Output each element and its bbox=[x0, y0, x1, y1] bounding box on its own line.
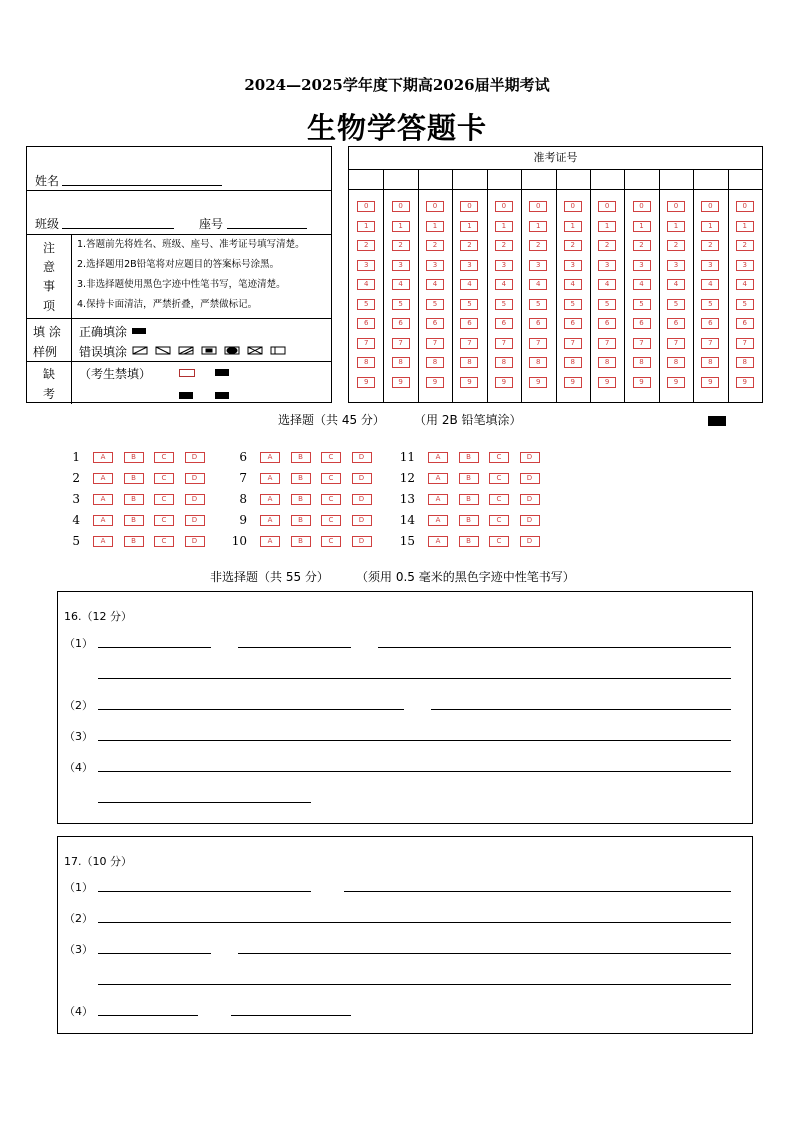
admission-digit-bubble[interactable]: 0 bbox=[460, 201, 478, 212]
admission-digit-bubble[interactable]: 0 bbox=[736, 201, 754, 212]
choice-option-bubble[interactable]: D bbox=[520, 452, 540, 463]
admission-digit-bubble[interactable]: 5 bbox=[529, 299, 547, 310]
admission-digit-bubble[interactable]: 1 bbox=[495, 221, 513, 232]
admission-digit-bubble[interactable]: 3 bbox=[564, 260, 582, 271]
admission-digit-bubble[interactable]: 8 bbox=[564, 357, 582, 368]
admission-digit-bubble[interactable]: 2 bbox=[426, 240, 444, 251]
question-number: 6 bbox=[239, 450, 247, 464]
admission-digit-bubble[interactable]: 8 bbox=[667, 357, 685, 368]
exam-title: 2024—2025学年度下期高2026届半期考试 bbox=[244, 76, 550, 94]
admission-digit-bubble[interactable]: 7 bbox=[564, 338, 582, 349]
nonchoice-section-note: （须用 0.5 毫米的黑色字迹中性笔书写） bbox=[356, 570, 575, 584]
admission-number-box bbox=[348, 146, 763, 403]
choice-option-bubble[interactable]: D bbox=[352, 536, 372, 547]
admission-digit-bubble[interactable]: 7 bbox=[598, 338, 616, 349]
admission-digit-bubble[interactable]: 1 bbox=[701, 221, 719, 232]
answer-line[interactable] bbox=[98, 647, 211, 648]
admission-digit-bubble[interactable]: 1 bbox=[564, 221, 582, 232]
choice-option-bubble[interactable]: C bbox=[154, 452, 174, 463]
part-label: （1） bbox=[64, 881, 93, 894]
note-item: 2.选择题用2B铅笔将对应题目的答案标号涂黑。 bbox=[77, 259, 280, 270]
question-number: 2 bbox=[72, 471, 80, 485]
choice-option-bubble[interactable]: A bbox=[428, 515, 448, 526]
admission-digit-bubble[interactable]: 6 bbox=[564, 318, 582, 329]
seat-field[interactable] bbox=[227, 228, 307, 229]
question-number: 4 bbox=[72, 513, 80, 527]
admission-digit-bubble[interactable]: 0 bbox=[598, 201, 616, 212]
admission-digit-bubble[interactable]: 7 bbox=[392, 338, 410, 349]
absent-note: （考生禁填） bbox=[79, 367, 152, 381]
admission-digit-bubble[interactable]: 5 bbox=[495, 299, 513, 310]
card-title: 生物学答题卡 bbox=[306, 111, 487, 145]
choice-option-bubble[interactable]: A bbox=[428, 536, 448, 547]
admission-digit-bubble[interactable]: 6 bbox=[736, 318, 754, 329]
correct-fill-label: 正确填涂 bbox=[79, 325, 128, 339]
admission-digit-bubble[interactable]: 8 bbox=[529, 357, 547, 368]
choice-option-bubble[interactable]: C bbox=[154, 536, 174, 547]
admission-digit-bubble[interactable]: 6 bbox=[426, 318, 444, 329]
choice-option-bubble[interactable]: C bbox=[489, 515, 509, 526]
choice-option-bubble[interactable]: A bbox=[260, 536, 280, 547]
admission-digit-bubble[interactable]: 9 bbox=[633, 377, 651, 388]
part-label: （4） bbox=[64, 1005, 93, 1018]
admission-digit-bubble[interactable]: 2 bbox=[392, 240, 410, 251]
admission-digit-bubble[interactable]: 3 bbox=[701, 260, 719, 271]
admission-digit-bubble[interactable]: 5 bbox=[667, 299, 685, 310]
admission-digit-bubble[interactable]: 3 bbox=[633, 260, 651, 271]
timing-mark bbox=[179, 392, 193, 399]
admission-digit-bubble[interactable]: 6 bbox=[495, 318, 513, 329]
admission-digit-bubble[interactable]: 3 bbox=[460, 260, 478, 271]
admission-digit-bubble[interactable]: 2 bbox=[357, 240, 375, 251]
admission-digit-bubble[interactable]: 5 bbox=[426, 299, 444, 310]
choice-option-bubble[interactable]: B bbox=[459, 452, 479, 463]
note-item: 1.答题前先将姓名、班级、座号、准考证号填写清楚。 bbox=[77, 239, 305, 250]
admission-digit-bubble[interactable]: 5 bbox=[633, 299, 651, 310]
answer-line[interactable] bbox=[98, 1015, 198, 1016]
admission-digit-bubble[interactable]: 1 bbox=[460, 221, 478, 232]
answer-line[interactable] bbox=[378, 647, 731, 648]
admission-digit-bubble[interactable]: 5 bbox=[460, 299, 478, 310]
admission-digit-bubble[interactable]: 8 bbox=[701, 357, 719, 368]
admission-digit-bubble[interactable]: 3 bbox=[736, 260, 754, 271]
answer-line[interactable] bbox=[98, 771, 731, 772]
question-17-title: 17.（10 分） bbox=[64, 855, 132, 868]
admission-digit-bubble[interactable]: 1 bbox=[667, 221, 685, 232]
question-number: 13 bbox=[399, 492, 415, 506]
admission-digit-bubble[interactable]: 4 bbox=[633, 279, 651, 290]
admission-digit-bubble[interactable]: 1 bbox=[633, 221, 651, 232]
choice-option-bubble[interactable]: D bbox=[352, 515, 372, 526]
admission-digit-bubble[interactable]: 2 bbox=[633, 240, 651, 251]
question-number: 12 bbox=[399, 471, 415, 485]
admission-digit-bubble[interactable]: 0 bbox=[529, 201, 547, 212]
admission-digit-bubble[interactable]: 9 bbox=[598, 377, 616, 388]
choice-option-bubble[interactable]: A bbox=[428, 452, 448, 463]
question-number: 5 bbox=[72, 534, 80, 548]
admission-digit-bubble[interactable]: 1 bbox=[529, 221, 547, 232]
admission-digit-bubble[interactable]: 7 bbox=[426, 338, 444, 349]
admission-digit-bubble[interactable]: 2 bbox=[667, 240, 685, 251]
admission-digit-bubble[interactable]: 4 bbox=[357, 279, 375, 290]
choice-option-bubble[interactable]: D bbox=[520, 536, 540, 547]
admission-digit-bubble[interactable]: 5 bbox=[392, 299, 410, 310]
admission-digit-bubble[interactable]: 9 bbox=[736, 377, 754, 388]
part-label: （4） bbox=[64, 761, 93, 774]
choice-option-bubble[interactable]: C bbox=[154, 515, 174, 526]
admission-digit-bubble[interactable]: 8 bbox=[460, 357, 478, 368]
question-number: 10 bbox=[231, 534, 247, 548]
answer-line[interactable] bbox=[98, 891, 311, 892]
choice-option-bubble[interactable]: D bbox=[185, 515, 205, 526]
question-number: 11 bbox=[399, 450, 415, 464]
admission-digit-bubble[interactable]: 9 bbox=[667, 377, 685, 388]
question-number: 14 bbox=[399, 513, 415, 527]
admission-digit-bubble[interactable]: 6 bbox=[529, 318, 547, 329]
choice-option-bubble[interactable]: B bbox=[124, 536, 144, 547]
choice-option-bubble[interactable]: A bbox=[93, 494, 113, 505]
part-label: （1） bbox=[64, 637, 93, 650]
choice-option-bubble[interactable]: D bbox=[185, 494, 205, 505]
choice-option-bubble[interactable]: D bbox=[352, 473, 372, 484]
admission-digit-bubble[interactable]: 0 bbox=[426, 201, 444, 212]
admission-digit-bubble[interactable]: 4 bbox=[667, 279, 685, 290]
choice-option-bubble[interactable]: D bbox=[185, 536, 205, 547]
choice-option-bubble[interactable]: A bbox=[428, 473, 448, 484]
wrong-fill-label: 错误填涂 bbox=[79, 345, 128, 359]
admission-digit-bubble[interactable]: 9 bbox=[460, 377, 478, 388]
choice-option-bubble[interactable]: A bbox=[428, 494, 448, 505]
admission-digit-bubble[interactable]: 1 bbox=[357, 221, 375, 232]
admission-digit-bubble[interactable]: 7 bbox=[736, 338, 754, 349]
admission-digit-bubble[interactable]: 3 bbox=[598, 260, 616, 271]
choice-option-bubble[interactable]: A bbox=[260, 494, 280, 505]
choice-option-bubble[interactable]: D bbox=[352, 452, 372, 463]
choice-option-bubble[interactable]: A bbox=[260, 452, 280, 463]
admission-digit-bubble[interactable]: 8 bbox=[357, 357, 375, 368]
admission-digit-bubble[interactable]: 2 bbox=[598, 240, 616, 251]
admission-digit-bubble[interactable]: 4 bbox=[736, 279, 754, 290]
answer-line[interactable] bbox=[238, 953, 731, 954]
admission-digit-bubble[interactable]: 6 bbox=[633, 318, 651, 329]
choice-option-bubble[interactable]: C bbox=[321, 473, 341, 484]
admission-digit-bubble[interactable]: 4 bbox=[564, 279, 582, 290]
choice-option-bubble[interactable]: D bbox=[520, 473, 540, 484]
choice-option-bubble[interactable]: C bbox=[321, 536, 341, 547]
wrong-fill-samples bbox=[132, 346, 302, 356]
admission-digit-bubble[interactable]: 9 bbox=[357, 377, 375, 388]
question-number: 15 bbox=[399, 534, 415, 548]
choice-option-bubble[interactable]: B bbox=[124, 494, 144, 505]
admission-digit-bubble[interactable]: 8 bbox=[426, 357, 444, 368]
admission-digit-bubble[interactable]: 1 bbox=[736, 221, 754, 232]
admission-digit-bubble[interactable]: 6 bbox=[598, 318, 616, 329]
choice-option-bubble[interactable]: B bbox=[124, 452, 144, 463]
admission-digit-bubble[interactable]: 0 bbox=[357, 201, 375, 212]
notes-label-char: 事 bbox=[42, 279, 55, 293]
admission-digit-bubble[interactable]: 6 bbox=[460, 318, 478, 329]
admission-digit-bubble[interactable]: 3 bbox=[529, 260, 547, 271]
notes-list bbox=[77, 235, 327, 315]
admission-digit-bubble[interactable]: 0 bbox=[667, 201, 685, 212]
choice-option-bubble[interactable]: A bbox=[260, 473, 280, 484]
admission-digit-bubble[interactable]: 2 bbox=[529, 240, 547, 251]
admission-digit-bubble[interactable]: 8 bbox=[598, 357, 616, 368]
timing-mark bbox=[215, 369, 229, 376]
choice-section-note: （用 2B 铅笔填涂） bbox=[414, 413, 522, 427]
admission-digit-bubble[interactable]: 7 bbox=[667, 338, 685, 349]
class-field[interactable] bbox=[62, 228, 174, 229]
choice-section-title: 选择题（共 45 分） bbox=[278, 413, 385, 427]
name-label: 姓名 bbox=[35, 174, 60, 188]
choice-option-bubble[interactable]: C bbox=[321, 494, 341, 505]
admission-digit-bubble[interactable]: 9 bbox=[564, 377, 582, 388]
answer-line[interactable] bbox=[238, 647, 351, 648]
answer-line[interactable] bbox=[431, 709, 731, 710]
choice-option-bubble[interactable]: A bbox=[93, 452, 113, 463]
choice-option-bubble[interactable]: B bbox=[124, 515, 144, 526]
part-label: （3） bbox=[64, 943, 93, 956]
choice-option-bubble[interactable]: C bbox=[321, 452, 341, 463]
choice-option-bubble[interactable]: C bbox=[154, 494, 174, 505]
answer-line[interactable] bbox=[98, 678, 731, 679]
timing-mark bbox=[708, 416, 726, 426]
choice-option-bubble[interactable]: B bbox=[459, 536, 479, 547]
admission-digit-bubble[interactable]: 4 bbox=[495, 279, 513, 290]
sample-label: 样例 bbox=[33, 345, 58, 359]
admission-digit-bubble[interactable]: 6 bbox=[357, 318, 375, 329]
admission-digit-bubble[interactable]: 6 bbox=[701, 318, 719, 329]
admission-digit-bubble[interactable]: 5 bbox=[701, 299, 719, 310]
name-field[interactable] bbox=[62, 185, 222, 186]
admission-digit-bubble[interactable]: 1 bbox=[598, 221, 616, 232]
choice-option-bubble[interactable]: B bbox=[459, 494, 479, 505]
admission-digit-bubble[interactable]: 5 bbox=[598, 299, 616, 310]
choice-option-bubble[interactable]: B bbox=[291, 536, 311, 547]
admission-digit-bubble[interactable]: 2 bbox=[495, 240, 513, 251]
absent-label-char: 缺 bbox=[43, 367, 56, 381]
admission-digit-bubble[interactable]: 4 bbox=[392, 279, 410, 290]
question-number: 3 bbox=[72, 492, 80, 506]
note-item: 3.非选择题使用黑色字迹中性笔书写，笔迹清楚。 bbox=[77, 279, 286, 290]
question-number: 8 bbox=[239, 492, 247, 506]
admission-digit-bubble[interactable]: 9 bbox=[495, 377, 513, 388]
choice-option-bubble[interactable]: C bbox=[489, 536, 509, 547]
choice-option-bubble[interactable]: C bbox=[321, 515, 341, 526]
answer-line[interactable] bbox=[98, 709, 404, 710]
choice-option-bubble[interactable]: C bbox=[154, 473, 174, 484]
admission-digit-bubble[interactable]: 7 bbox=[529, 338, 547, 349]
question-number: 7 bbox=[239, 471, 247, 485]
absent-label-char: 考 bbox=[43, 387, 56, 401]
admission-digit-bubble[interactable]: 6 bbox=[667, 318, 685, 329]
admission-digit-bubble[interactable]: 7 bbox=[633, 338, 651, 349]
note-item: 4.保持卡面清洁，严禁折叠，严禁做标记。 bbox=[77, 299, 258, 310]
question-16-box bbox=[57, 591, 753, 824]
admission-digit-bubble[interactable]: 3 bbox=[357, 260, 375, 271]
choice-option-bubble[interactable]: C bbox=[489, 494, 509, 505]
choice-option-bubble[interactable]: C bbox=[489, 473, 509, 484]
nonchoice-section-title: 非选择题（共 55 分） bbox=[210, 570, 329, 584]
admission-digit-bubble[interactable]: 9 bbox=[392, 377, 410, 388]
admission-digit-bubble[interactable]: 6 bbox=[392, 318, 410, 329]
student-info-box bbox=[26, 146, 332, 403]
timing-mark bbox=[215, 392, 229, 399]
choice-option-bubble[interactable]: A bbox=[93, 515, 113, 526]
part-label: （3） bbox=[64, 730, 93, 743]
answer-line[interactable] bbox=[98, 922, 731, 923]
admission-digit-bubble[interactable]: 2 bbox=[564, 240, 582, 251]
admission-digit-bubble[interactable]: 1 bbox=[426, 221, 444, 232]
choice-option-bubble[interactable]: D bbox=[520, 515, 540, 526]
seat-label: 座号 bbox=[199, 217, 224, 231]
choice-option-bubble[interactable]: B bbox=[124, 473, 144, 484]
admission-digit-bubble[interactable]: 4 bbox=[598, 279, 616, 290]
choice-option-bubble[interactable]: D bbox=[352, 494, 372, 505]
notes-label-char: 项 bbox=[42, 299, 55, 313]
answer-line[interactable] bbox=[344, 891, 731, 892]
sample-label: 填 涂 bbox=[33, 325, 61, 339]
choice-option-bubble[interactable]: A bbox=[260, 515, 280, 526]
question-number: 9 bbox=[239, 513, 247, 527]
question-16-title: 16.（12 分） bbox=[64, 610, 132, 623]
admission-digit-bubble[interactable]: 3 bbox=[426, 260, 444, 271]
admission-digit-bubble[interactable]: 8 bbox=[736, 357, 754, 368]
choice-option-bubble[interactable]: B bbox=[459, 473, 479, 484]
choice-option-bubble[interactable]: B bbox=[291, 473, 311, 484]
choice-option-bubble[interactable]: B bbox=[291, 494, 311, 505]
choice-option-bubble[interactable]: D bbox=[185, 473, 205, 484]
admission-digit-bubble[interactable]: 7 bbox=[495, 338, 513, 349]
choice-option-bubble[interactable]: C bbox=[489, 452, 509, 463]
admission-digit-bubble[interactable]: 7 bbox=[357, 338, 375, 349]
admission-digit-bubble[interactable]: 0 bbox=[392, 201, 410, 212]
choice-option-bubble[interactable]: A bbox=[93, 473, 113, 484]
question-number: 1 bbox=[72, 450, 80, 464]
admission-digit-bubble[interactable]: 8 bbox=[392, 357, 410, 368]
class-label: 班级 bbox=[35, 217, 60, 231]
admission-digit-bubble[interactable]: 0 bbox=[564, 201, 582, 212]
correct-fill-sample bbox=[132, 328, 146, 334]
admission-digit-bubble[interactable]: 7 bbox=[460, 338, 478, 349]
admission-digit-bubble[interactable]: 2 bbox=[460, 240, 478, 251]
admission-digit-bubble[interactable]: 2 bbox=[736, 240, 754, 251]
part-label: （2） bbox=[64, 699, 93, 712]
choice-option-bubble[interactable]: A bbox=[93, 536, 113, 547]
admission-digit-bubble[interactable]: 9 bbox=[701, 377, 719, 388]
choice-option-bubble[interactable]: B bbox=[459, 515, 479, 526]
admission-digit-bubble[interactable]: 3 bbox=[495, 260, 513, 271]
choice-option-bubble[interactable]: D bbox=[520, 494, 540, 505]
answer-line[interactable] bbox=[98, 953, 211, 954]
answer-line[interactable] bbox=[231, 1015, 351, 1016]
admission-digit-bubble[interactable]: 4 bbox=[460, 279, 478, 290]
admission-digit-bubble[interactable]: 2 bbox=[701, 240, 719, 251]
admission-digit-bubble[interactable]: 3 bbox=[392, 260, 410, 271]
admission-digit-bubble[interactable]: 1 bbox=[392, 221, 410, 232]
admission-digit-bubble[interactable]: 4 bbox=[701, 279, 719, 290]
admission-digit-bubble[interactable]: 0 bbox=[495, 201, 513, 212]
answer-line[interactable] bbox=[98, 984, 731, 985]
notes-label-char: 意 bbox=[42, 260, 55, 274]
admission-digit-bubble[interactable]: 4 bbox=[426, 279, 444, 290]
absent-bubble[interactable] bbox=[179, 369, 195, 377]
notes-label-char: 注 bbox=[42, 241, 55, 255]
choice-option-bubble[interactable]: B bbox=[291, 515, 311, 526]
admission-digit-bubble[interactable]: 8 bbox=[633, 357, 651, 368]
part-label: （2） bbox=[64, 912, 93, 925]
choice-option-bubble[interactable]: B bbox=[291, 452, 311, 463]
admission-digit-bubble[interactable]: 9 bbox=[426, 377, 444, 388]
admission-digit-bubble[interactable]: 5 bbox=[357, 299, 375, 310]
admission-title: 准考证号 bbox=[349, 147, 762, 170]
admission-digit-bubble[interactable]: 9 bbox=[529, 377, 547, 388]
admission-digit-bubble[interactable]: 0 bbox=[701, 201, 719, 212]
admission-digit-bubble[interactable]: 3 bbox=[667, 260, 685, 271]
answer-line[interactable] bbox=[98, 740, 731, 741]
admission-digit-bubble[interactable]: 8 bbox=[495, 357, 513, 368]
admission-digit-bubble[interactable]: 5 bbox=[736, 299, 754, 310]
admission-digit-bubble[interactable]: 0 bbox=[633, 201, 651, 212]
admission-digit-bubble[interactable]: 7 bbox=[701, 338, 719, 349]
admission-digit-bubble[interactable]: 5 bbox=[564, 299, 582, 310]
choice-option-bubble[interactable]: D bbox=[185, 452, 205, 463]
answer-line[interactable] bbox=[98, 802, 311, 803]
admission-digit-bubble[interactable]: 4 bbox=[529, 279, 547, 290]
question-17-box bbox=[57, 836, 753, 1034]
